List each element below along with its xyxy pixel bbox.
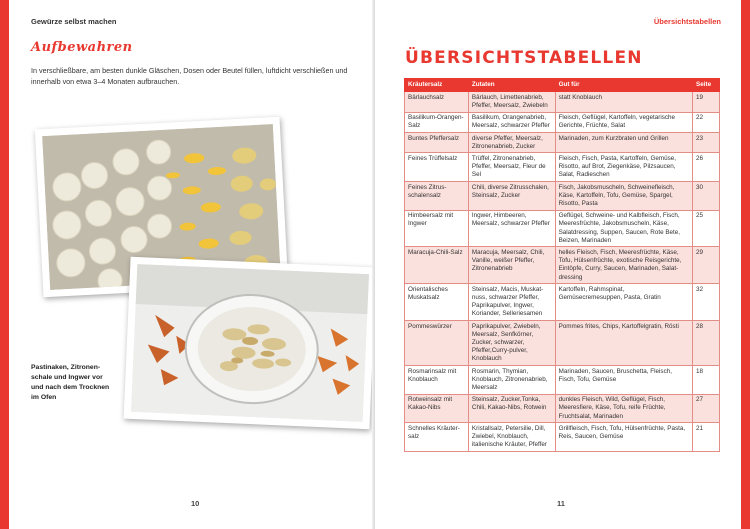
cell-ingredients: Maracuja, Meersalz, Chili, Vanille, weißer Pfeffer, Zitronenabrieb <box>468 247 555 284</box>
cell-page: 32 <box>693 284 720 321</box>
page-number-right: 11 <box>557 499 565 508</box>
cell-page: 29 <box>693 247 720 284</box>
cell-salt-name: Rosmarinsalz mit Knoblauch <box>405 366 469 395</box>
header-zutaten: Zutaten <box>468 79 555 92</box>
cell-salt-name: Feines Trüffelsalz <box>405 153 469 182</box>
cell-ingredients: Chili, diverse Zitrusschalen, Steinsalz, Zucker <box>468 182 555 211</box>
cell-good-for: Marinaden, Saucen, Bruschetta, Fleisch, Fisch, Tofu, Gemüse <box>555 366 692 395</box>
cell-ingredients: Rosmarin, Thymian, Knoblauch, Zitronenabrieb, Meersalz <box>468 366 555 395</box>
table-row <box>405 153 720 182</box>
cell-good-for: dunkles Fleisch, Wild, Geflügel, Fisch, Meeresfiere, Käse, Tofu, reife Früchte, Fruchtsalat, Marinaden <box>555 394 692 423</box>
cell-good-for: Geflügel, Schweine- und Kalbfleisch, Fisch, Meeresfrüchte, Jakobsmuscheln, Käse, Salatdressing, Suppen, Saucen, Rote Bete, Beizen, Marinaden <box>555 210 692 247</box>
cell-salt-name: Maracuja-Chili-Salz <box>405 247 469 284</box>
header-kraeutersalz: Kräutersalz <box>405 79 469 92</box>
cell-good-for: Fleisch, Geflügel, Kartoffeln, vegetarische Gerichte, Früchte, Salat <box>555 112 692 132</box>
cell-ingredients: Steinsalz, Macis, Muskat-nuss, schwarzer Pfeffer, Paprikapulver, Ingwer, Koriander, Selleriesamen <box>468 284 555 321</box>
running-head-right: Übersichtstabellen <box>653 17 721 26</box>
cell-good-for: Pommes frites, Chips, Kartoffelgratin, Rösti <box>555 321 692 366</box>
cell-salt-name: Basilikum-Orangen-Salz <box>405 112 469 132</box>
table-row <box>405 394 720 423</box>
cell-good-for: helles Fleisch, Fisch, Meeresfrüchte, Käse, Tofu, Hülsenfrüchte, exotische Reisgerichte, Eintöpfe, Curry, Saucen, Marinaden, Salat-dressing <box>555 247 692 284</box>
cell-salt-name: Pommeswürzer <box>405 321 469 366</box>
cell-page: 21 <box>693 423 720 452</box>
cell-salt-name: Orientalisches Muskatsalz <box>405 284 469 321</box>
running-head-left: Gewürze selbst machen <box>31 17 117 26</box>
cell-ingredients: Bärlauch, Limettenabrieb, Pfeffer, Meersalz, Zwiebeln <box>468 92 555 112</box>
cell-good-for: Fleisch, Fisch, Pasta, Kartoffeln, Gemüse, Risotto, auf Brot, Ziegenkäse, Pilzsaucen, Salat, Radieschen <box>555 153 692 182</box>
cell-good-for: Grillfleisch, Fisch, Tofu, Hülsenfrüchte, Pasta, Reis, Saucen, Gemüse <box>555 423 692 452</box>
intro-text: In verschließbare, am besten dunkle Gläschen, Dosen oder Beutel füllen, luftdicht verschließen und innerhalb von etwa 3–4 Monaten aufbrauchen. <box>31 66 348 86</box>
header-seite: Seite <box>693 79 720 92</box>
table-row <box>405 366 720 395</box>
table-row <box>405 321 720 366</box>
cell-ingredients: Steinsalz, Zucker,Tonka, Chili, Kakao-Nibs, Rotwein <box>468 394 555 423</box>
cell-page: 27 <box>693 394 720 423</box>
cell-salt-name: Buntes Pfeffersalz <box>405 133 469 153</box>
cell-ingredients: Paprikapulver, Zwiebeln, Meersalz, Senfkörner, Zucker, schwarzer, Pfeffer,Curry-pulver, Knoblauch <box>468 321 555 366</box>
cell-page: 28 <box>693 321 720 366</box>
cell-good-for: Fisch, Jakobsmuscheln, Schweinefleisch, Käse, Kartoffeln, Tofu, Gemüse, Spargel, Risotto, Pasta <box>555 182 692 211</box>
cell-page: 18 <box>693 366 720 395</box>
cell-page: 26 <box>693 153 720 182</box>
dried-bowl-image <box>131 264 369 422</box>
cell-ingredients: Trüffel, Zitronenabrieb, Pfeffer, Meersalz, Fleur de Sel <box>468 153 555 182</box>
cell-good-for: statt Knoblauch <box>555 92 692 112</box>
page-number-left: 10 <box>191 499 200 508</box>
table-row <box>405 112 720 132</box>
cell-page: 25 <box>693 210 720 247</box>
table-header-row <box>405 79 720 92</box>
cell-ingredients: Kristallsalz, Petersilie, Dill, Zwiebel, Knoblauch, italienische Kräuter, Pfeffer <box>468 423 555 452</box>
cell-salt-name: Rotweinsalz mit Kakao-Nibs <box>405 394 469 423</box>
section-title: Aufbewahren <box>31 40 133 55</box>
cell-salt-name: Himbeersalz mit Ingwer <box>405 210 469 247</box>
cell-salt-name: Feines Zitrus-schalensalz <box>405 182 469 211</box>
cell-salt-name: Bärlauchsalz <box>405 92 469 112</box>
spice-salt-table <box>404 78 720 452</box>
cell-good-for: Marinaden, zum Kurzbraten und Grillen <box>555 133 692 153</box>
photo-caption: Pastinaken, Zitronenschale und Ingwer vor und nach dem Trocknen im Ofen <box>31 364 110 401</box>
cell-ingredients: Ingwer, Himbeeren, Meersalz, schwarzer Pfeffer <box>468 210 555 247</box>
table-row <box>405 182 720 211</box>
right-page <box>375 0 750 529</box>
table-row <box>405 92 720 112</box>
cell-page: 30 <box>693 182 720 211</box>
photo-dried-bowl <box>124 257 377 430</box>
cell-page: 22 <box>693 112 720 132</box>
cell-page: 23 <box>693 133 720 153</box>
cell-page: 19 <box>693 92 720 112</box>
cell-good-for: Kartoffeln, Rahmspinat, Gemüsecremesuppen, Pasta, Gratin <box>555 284 692 321</box>
cell-ingredients: diverse Pfeffer, Meersalz, Zitronenabrieb, Zucker <box>468 133 555 153</box>
table-row <box>405 133 720 153</box>
table-row <box>405 210 720 247</box>
page-title: ÜBERSICHTSTABELLEN <box>405 48 643 68</box>
table-row <box>405 284 720 321</box>
cell-salt-name: Schnelles Kräuter-salz <box>405 423 469 452</box>
table-row <box>405 247 720 284</box>
cell-ingredients: Basilikum, Orangenabrieb, Meersalz, schwarzer Pfeffer <box>468 112 555 132</box>
header-gut-fuer: Gut für <box>555 79 692 92</box>
table-body <box>405 92 720 452</box>
table-row <box>405 423 720 452</box>
